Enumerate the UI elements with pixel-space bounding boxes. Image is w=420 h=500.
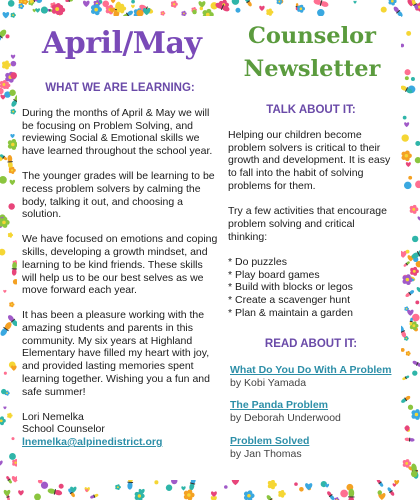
confetti-dot [415,141,420,146]
butterfly-icon [266,494,276,500]
learning-paragraph-4: It has been a pleasure working with the amazing students and parents in this community. My six years at Highland Elementary have filled my heart with joy, and provided lasting memories spent learning together. Wishing you a fun and safe summer! [22,309,210,398]
heart-icon [305,483,312,490]
confetti-dot [0,249,5,256]
confetti-dot [0,176,7,184]
book-author: by Jan Thomas [230,447,302,460]
heart-icon [3,12,10,18]
flower-icon [278,490,285,498]
heart-icon [417,287,420,292]
confetti-dot [224,485,228,489]
confetti-dot [5,34,9,38]
heart-icon [11,55,15,59]
butterfly-icon [412,360,420,368]
title-counselor: Counselor [247,23,377,49]
butterfly-icon [400,395,411,404]
confetti-dot [415,181,420,189]
learning-paragraph-1: During the months of April & May we will be focusing on Problem Solving, and reviewing Social & Emotional skills we have learned throughout the school year. [22,107,213,158]
flower-icon [8,232,13,237]
flower-icon [266,9,273,16]
heart-icon [0,461,3,466]
confetti-dot [0,88,4,94]
confetti-dot [4,372,7,375]
flower-icon [117,4,126,14]
flower-icon [388,0,396,5]
confetti-dot [59,484,64,489]
confetti-dot [1,389,6,394]
confetti-dot [299,487,304,492]
signature-title: School Counselor [22,423,105,436]
talk-column [228,129,396,320]
flower-icon [410,267,419,276]
confetti-dot [102,0,109,7]
book-link-what-do-you-do[interactable]: What Do You Do With A Problem [230,364,392,376]
flower-icon [7,413,12,419]
heart-icon [259,6,264,11]
flower-icon [297,5,305,13]
flower-icon [406,351,411,356]
signature-name: Lori Nemelka [22,410,84,423]
confetti-dot [412,314,420,322]
heart-icon [111,0,116,3]
confetti-dot [403,116,407,120]
list-item: * Do puzzles [228,256,287,268]
flower-icon [11,12,16,17]
list-item: * Play board games [228,268,320,281]
confetti-dot [404,182,412,190]
confetti-dot [405,76,409,80]
email-link[interactable]: lnemelka@alpinedistrict.org [22,436,163,449]
confetti-dot [415,301,419,305]
confetti-dot [378,490,382,494]
confetti-dot [412,370,417,375]
heart-icon [181,486,185,490]
book-item [230,364,400,389]
confetti-dot [8,203,14,209]
confetti-dot [401,134,408,141]
flower-icon [268,480,277,489]
learning-column [22,107,218,449]
title-newsletter: Newsletter [243,56,381,82]
learning-paragraph-3: We have focused on emotions and coping skills, developing a growth mindset, and learning to be kind friends. These skills will help us to be our best selves as we move forward each year. [22,233,218,297]
signature [22,411,218,449]
confetti-dot [8,0,15,7]
heart-icon [407,310,413,316]
confetti-dot [41,482,48,489]
flower-icon [402,274,412,285]
confetti-dot [412,236,418,242]
confetti-dot [11,437,14,440]
heading-what-we-are-learning: WHAT WE ARE LEARNING: [45,82,195,94]
confetti-dot [406,31,411,36]
butterfly-icon [7,155,13,169]
flower-icon [9,302,14,307]
book-link-problem-solved[interactable]: Problem Solved [230,434,310,447]
butterfly-icon [405,289,415,298]
flower-icon [11,109,17,115]
confetti-dot [408,405,413,410]
heart-icon [404,122,409,127]
confetti-dot [192,10,196,14]
list-item: * Plan & maintain a garden [228,306,353,319]
confetti-dot [166,484,172,490]
butterfly-icon [313,0,329,8]
flower-icon [171,1,178,8]
flower-icon [411,409,420,420]
heart-icon [18,490,24,495]
list-item: * Build with blocks or legos [228,281,353,294]
confetti-dot [411,77,415,81]
butterfly-icon [90,493,99,499]
title-april-may: April/May [42,26,202,61]
butterfly-icon [402,375,410,381]
flower-icon [91,4,102,15]
book-item [230,399,400,424]
title-counselor-newsletter [228,20,396,86]
confetti-dot [10,72,17,79]
activity-list [228,256,396,320]
confetti-dot [405,69,411,75]
flower-icon [401,150,411,161]
confetti-dot [235,8,240,13]
heading-read-about-it: READ ABOUT IT: [264,338,358,350]
confetti-dot [200,7,203,10]
butterfly-icon [65,0,73,2]
list-item: * Create a scavenger hunt [228,294,350,307]
heart-icon [198,1,205,8]
heart-icon [3,406,6,409]
flower-icon [0,217,10,228]
flower-icon [277,0,283,5]
confetti-dot [34,493,41,500]
butterfly-icon [386,486,395,496]
confetti-dot [154,480,158,484]
confetti-dot [381,7,387,13]
confetti-dot [232,0,239,5]
butterfly-icon [404,437,414,442]
heart-icon [131,5,135,9]
talk-paragraph-2: Try a few activities that encourage problem solving and critical thinking: [228,205,387,243]
flower-icon [0,416,6,425]
butterfly-icon [5,475,12,484]
confetti-dot [9,90,15,96]
butterfly-icon [326,490,335,500]
confetti-dot [41,7,48,14]
heading-talk-about-it: TALK ABOUT IT: [266,104,356,116]
book-link-panda-problem[interactable]: The Panda Problem [230,399,329,412]
book-author: by Kobi Yamada [230,376,307,389]
talk-paragraph-1: Helping our children become problem solvers is critical to their growth and development. It is easy to fall into the habit of solving problems for them. [228,129,391,192]
heart-icon [325,484,329,488]
confetti-dot [406,250,410,254]
book-item [230,435,400,460]
butterfly-icon [47,487,63,496]
heart-icon [10,134,14,138]
heart-icon [406,162,411,167]
flower-icon [184,489,195,500]
flower-icon [244,490,255,500]
confetti-dot [408,176,412,180]
book-list [230,364,400,470]
learning-paragraph-2: The younger grades will be learning to be recess problem solvers by calming the body, talking it out, and choosing a solution. [22,170,215,221]
confetti-dot [131,0,135,3]
confetti-dot [415,157,420,163]
butterfly-icon [0,321,13,338]
heart-icon [353,1,356,4]
flower-icon [9,167,16,174]
butterfly-icon [403,261,411,268]
heart-icon [35,8,40,12]
flower-icon [410,205,419,214]
confetti-dot [9,453,16,460]
confetti-dot [11,61,17,67]
heart-icon [83,1,90,7]
heart-icon [4,490,11,496]
confetti-dot [340,490,348,498]
flower-icon [115,484,121,490]
confetti-dot [401,348,405,352]
butterfly-icon [244,0,253,7]
flower-icon [2,61,11,70]
flower-icon [18,3,24,9]
flower-icon [22,0,28,5]
book-author: by Deborah Underwood [230,412,341,425]
heart-icon [10,180,16,185]
confetti-dot [294,482,298,486]
heart-icon [3,290,6,293]
confetti-dot [411,471,418,478]
